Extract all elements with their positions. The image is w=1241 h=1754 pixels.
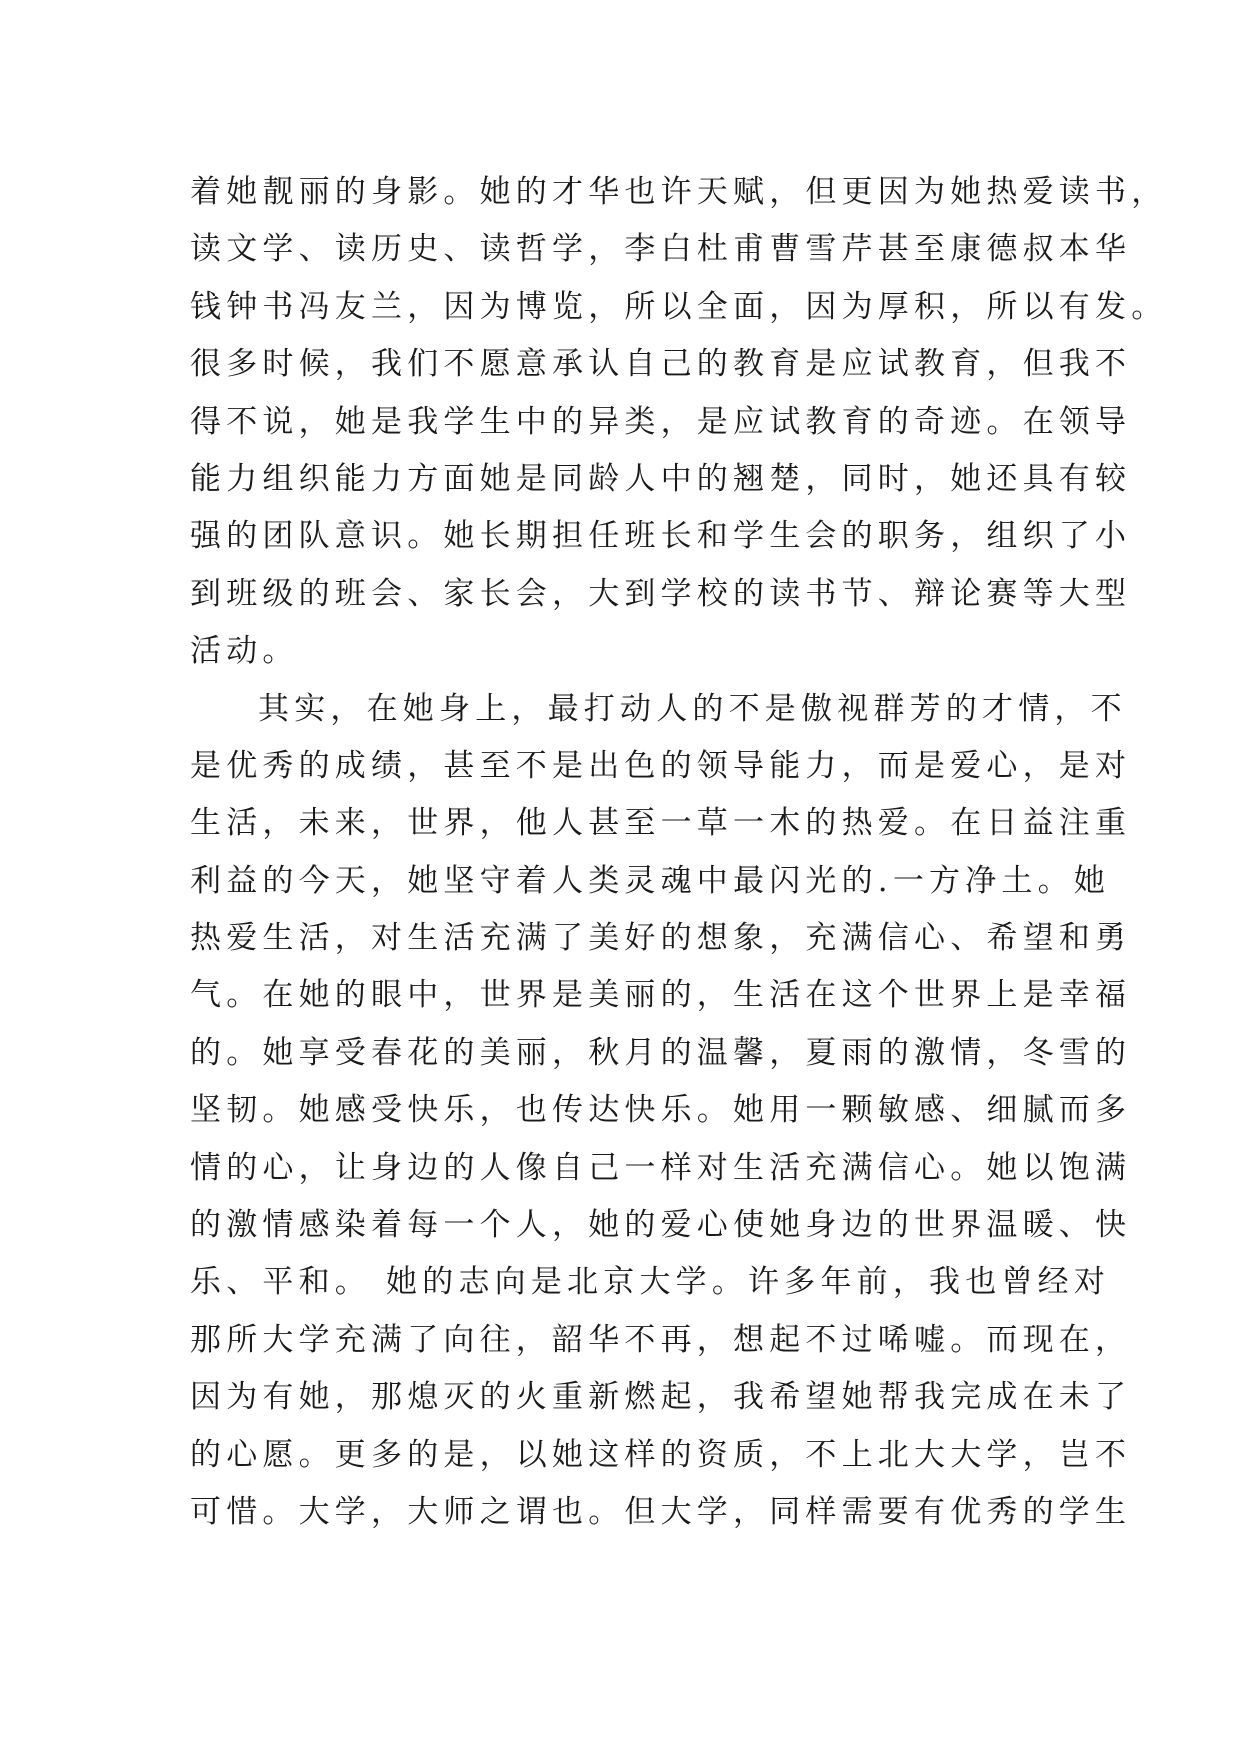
text-line-7: 强的团队意识。她长期担任班长和学生会的职务，组织了小 [190, 518, 1132, 555]
text-line-20: 乐、平和。 她的志向是北京大学。许多年前，我也曾经对 [190, 1264, 1111, 1301]
text-line-19: 的激情感染着每一个人，她的爱心使她身边的世界温暖、快 [190, 1207, 1132, 1244]
text-line-13: 利益的今天，她坚守着人类灵魂中最闪光的.一方净土。她 [190, 862, 1111, 899]
text-line-8: 到班级的班会、家长会，大到学校的读书节、辩论赛等大型 [190, 575, 1132, 612]
text-line-21: 那所大学充满了向往，韶华不再，想起不过唏嘘。而现在， [190, 1321, 1132, 1358]
text-line-23: 的心愿。更多的是，以她这样的资质，不上北大大学，岂不 [190, 1436, 1132, 1473]
text-line-18: 情的心，让身边的人像自己一样对生活充满信心。她以饱满 [190, 1149, 1132, 1186]
text-line-22: 因为有她，那熄灭的火重新燃起，我希望她帮我完成在未了 [190, 1379, 1132, 1416]
text-line-15: 气。在她的眼中，世界是美丽的，生活在这个世界上是幸福 [190, 977, 1132, 1014]
paragraph-start-line: 其实，在她身上，最打动人的不是傲视群芳的才情，不 [258, 690, 1127, 727]
text-line-4: 很多时候，我们不愿意承认自己的教育是应试教育，但我不 [190, 346, 1132, 383]
text-line-17: 坚韧。她感受快乐，也传达快乐。她用一颗敏感、细腻而多 [190, 1092, 1132, 1129]
text-line-11: 是优秀的成绩，甚至不是出色的领导能力，而是爱心，是对 [190, 747, 1132, 784]
text-line-12: 生活，未来，世界，他人甚至一草一木的热爱。在日益注重 [190, 805, 1132, 842]
text-line-5: 得不说，她是我学生中的异类，是应试教育的奇迹。在领导 [190, 403, 1132, 440]
text-line-14: 热爱生活，对生活充满了美好的想象，充满信心、希望和勇 [190, 920, 1132, 957]
text-line-24: 可惜。大学，大师之谓也。但大学，同样需要有优秀的学生 [190, 1493, 1132, 1530]
body-text [190, 164, 1168, 1541]
text-line-1: 着她靓丽的身影。她的才华也许天赋，但更因为她热爱读书， [190, 174, 1168, 210]
text-line-9: 活动。 [190, 633, 299, 670]
text-line-2: 读文学、读历史、读哲学，李白杜甫曹雪芹甚至康德叔本华 [190, 231, 1132, 268]
text-line-6: 能力组织能力方面她是同龄人中的翘楚，同时，她还具有较 [190, 460, 1132, 497]
text-line-3: 钱钟书冯友兰，因为博览，所以全面，因为厚积，所以有发。 [190, 288, 1168, 325]
text-line-16: 的。她享受春花的美丽，秋月的温馨，夏雨的激情，冬雪的 [190, 1034, 1132, 1071]
